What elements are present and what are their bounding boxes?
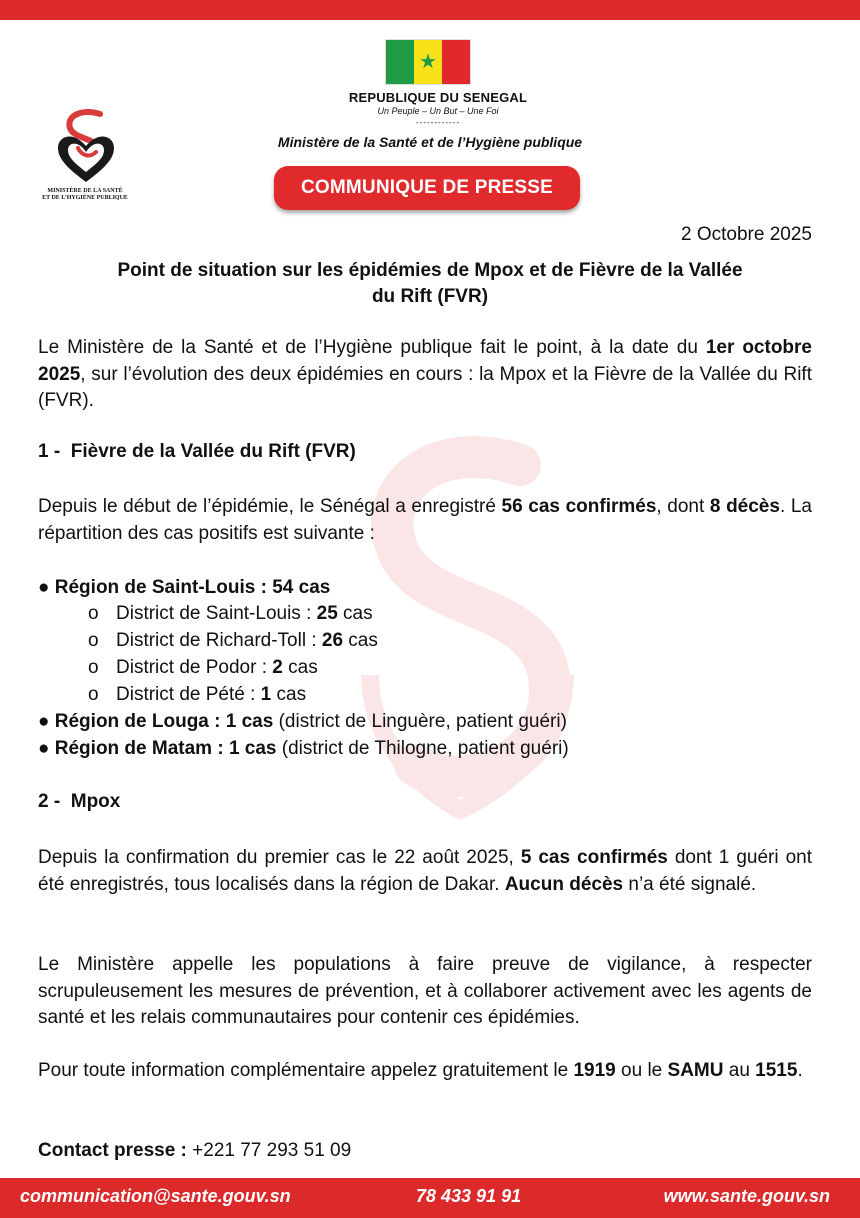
district-item: o District de Pété : 1 cas: [88, 684, 307, 705]
section-mpox-heading: 2 - Mpox: [38, 791, 121, 812]
top-red-bar: [0, 0, 860, 20]
document-title: Point de situation sur les épidémies de Mpox et de Fièvre de la Vallée du Rift (FVR): [117, 260, 743, 307]
footer-website[interactable]: www.sante.gouv.sn: [663, 1186, 830, 1206]
senegal-flag: [386, 40, 470, 84]
info-paragraph: Pour toute information complémentaire appelez gratuitement le 1919 ou le SAMU au 1515.: [38, 1060, 803, 1081]
release-date: 2 Octobre 2025: [681, 224, 812, 245]
bullet-icon: ●: [38, 738, 50, 759]
circle-bullet-icon: o: [88, 684, 99, 705]
footer-bar: [0, 1178, 860, 1218]
national-motto: Un Peuple – Un But – Une Foi: [377, 106, 499, 116]
star-icon: ★: [419, 49, 437, 73]
region-item: ● Région de Louga : 1 cas (district de Linguère, patient guéri): [38, 711, 567, 732]
bullet-icon: ●: [38, 577, 50, 598]
republic-name: REPUBLIQUE DU SENEGAL: [348, 90, 528, 105]
ministry-name: Ministère de la Santé et de l’Hygiène publique: [277, 134, 583, 150]
circle-bullet-icon: o: [88, 603, 99, 624]
district-item: o District de Richard-Toll : 26 cas: [88, 630, 378, 651]
section-fvr-heading: 1 - Fièvre de la Vallée du Rift (FVR): [38, 441, 356, 462]
mpox-paragraph: Depuis la confirmation du premier cas le 22 août 2025, 5 cas confirmés dont 1 guéri ont été enregistrés, tous localisés dans la région de Dakar. Aucun décès n’a été signalé.: [38, 847, 812, 895]
circle-bullet-icon: o: [88, 657, 99, 678]
circle-bullet-icon: o: [88, 630, 99, 651]
footer-phone[interactable]: 78 433 91 91: [416, 1186, 522, 1206]
ministry-logo-icon: [42, 108, 130, 188]
district-item: o District de Saint-Louis : 25 cas: [88, 603, 373, 624]
separator: ------------: [416, 118, 460, 127]
region-item: ● Région de Matam : 1 cas (district de Thilogne, patient guéri): [38, 738, 569, 759]
appeal-paragraph: Le Ministère appelle les populations à faire preuve de vigilance, à respecter scrupuleusement les mesures de prévention, et à collaborer activement avec les agents de santé et les relais communautaires pour contenir ces épidémies.: [38, 954, 812, 1028]
logo-caption: MINISTÈRE DE LA SANTÉ ET DE L’HYGIÈNE PUBLIQUE: [42, 188, 128, 201]
district-item: o District de Podor : 2 cas: [88, 657, 318, 678]
fvr-paragraph: Depuis le début de l’épidémie, le Sénégal a enregistré 56 cas confirmés, dont 8 décès. La répartition des cas positifs est suivante :: [38, 496, 812, 544]
intro-paragraph: Le Ministère de la Santé et de l’Hygiène publique fait le point, à la date du 1er octobre 2025, sur l’évolution des deux épidémies en cours : la Mpox et la Fièvre de la Vallée du Rift (FVR).: [38, 337, 812, 411]
footer-email[interactable]: communication@sante.gouv.sn: [20, 1186, 291, 1206]
press-release-badge: COMMUNIQUE DE PRESSE: [274, 166, 580, 210]
press-contact: Contact presse : +221 77 293 51 09: [38, 1140, 352, 1161]
bullet-icon: ●: [38, 711, 50, 732]
region-item: ● Région de Saint-Louis : 54 cas: [38, 577, 331, 598]
